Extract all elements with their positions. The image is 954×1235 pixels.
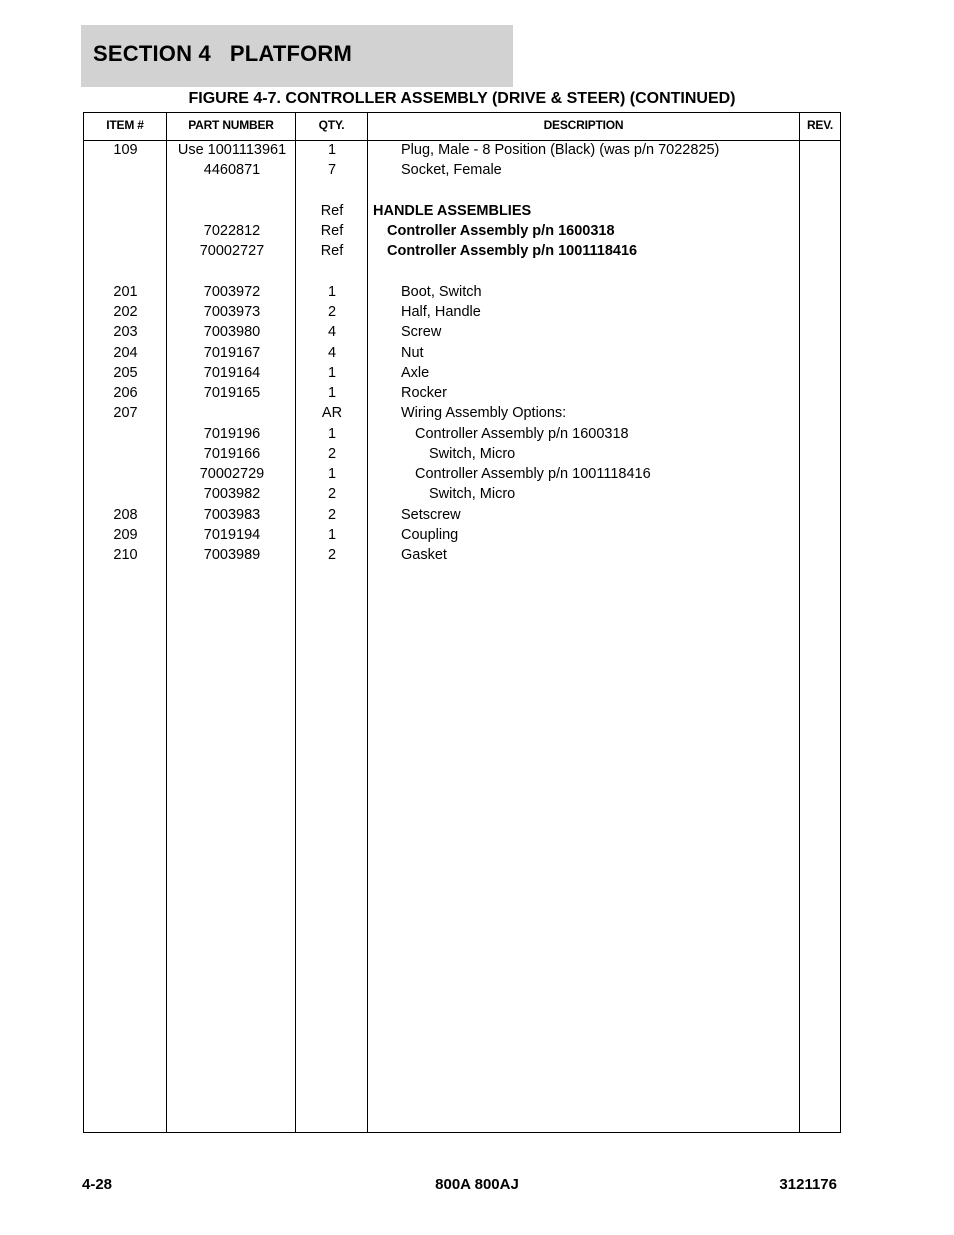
item-number-cell: 203 xyxy=(113,324,138,341)
item-number-cell: 109 xyxy=(113,142,138,158)
description-cell: Boot, Switch xyxy=(401,283,482,300)
table-row xyxy=(84,344,840,364)
table-row xyxy=(84,161,840,181)
qty-cell: 2 xyxy=(327,486,337,503)
model-label: 800A 800AJ xyxy=(435,1176,519,1193)
item-number-cell: 206 xyxy=(113,385,138,401)
qty-cell: 2 xyxy=(327,304,337,320)
qty-cell: Ref xyxy=(320,202,344,219)
description-cell: Coupling xyxy=(401,526,459,543)
item-number-cell: 202 xyxy=(113,304,138,320)
item-number-cell: 201 xyxy=(113,283,138,300)
qty-cell: 7 xyxy=(327,162,337,179)
part-number-cell: Use 1001113961 xyxy=(177,142,287,158)
part-number-cell: 7003972 xyxy=(203,283,261,300)
table-row xyxy=(84,384,840,404)
part-number-cell: 7003973 xyxy=(203,304,261,320)
table-row xyxy=(84,546,840,566)
page-number: 4-28 xyxy=(82,1176,113,1193)
section-title: SECTION 4 PLATFORM xyxy=(93,41,353,66)
table-row xyxy=(84,242,840,262)
document-number: 3121176 xyxy=(779,1176,837,1193)
description-cell: Axle xyxy=(401,364,430,381)
description-cell: Half, Handle xyxy=(401,304,481,320)
description-cell: Nut xyxy=(401,344,424,361)
table-row xyxy=(84,323,840,343)
table-row xyxy=(84,141,840,161)
part-number-cell: 7019166 xyxy=(203,445,261,462)
part-number-cell: 7019196 xyxy=(203,425,261,442)
table-row xyxy=(84,465,840,485)
part-number-cell: 7019164 xyxy=(203,364,261,381)
qty-cell: 4 xyxy=(327,324,337,341)
item-number-cell: 208 xyxy=(113,506,138,523)
table-row xyxy=(84,404,840,424)
description-cell: Wiring Assembly Options: xyxy=(401,405,567,422)
qty-cell: 2 xyxy=(327,445,337,462)
table-row xyxy=(84,222,840,242)
table-row xyxy=(84,283,840,303)
description-cell: Controller Assembly p/n 1600318 xyxy=(387,223,615,239)
part-number-cell: 70002729 xyxy=(199,466,265,482)
qty-cell: Ref xyxy=(320,223,344,239)
table-row xyxy=(84,425,840,445)
qty-cell: AR xyxy=(321,405,343,422)
qty-cell: 1 xyxy=(327,526,337,543)
qty-cell: 1 xyxy=(327,283,337,300)
table-row xyxy=(84,485,840,505)
qty-cell: 1 xyxy=(327,385,337,401)
part-number-cell: 7019165 xyxy=(203,385,261,401)
section-header xyxy=(81,25,513,87)
item-number-cell: 204 xyxy=(113,344,138,361)
table-body xyxy=(84,141,840,566)
part-number-cell: 7003980 xyxy=(203,324,261,341)
figure-title: FIGURE 4-7. CONTROLLER ASSEMBLY (DRIVE & STEER) (CONTINUED) xyxy=(188,90,736,107)
qty-cell: Ref xyxy=(320,243,344,260)
qty-cell: 1 xyxy=(327,142,337,158)
table-header-row xyxy=(84,113,840,141)
description-cell: HANDLE ASSEMBLIES xyxy=(373,202,532,219)
item-number-cell: 207 xyxy=(113,405,138,422)
header-description: DESCRIPTION xyxy=(543,118,624,132)
header-rev: REV. xyxy=(806,118,834,132)
item-number-cell: 205 xyxy=(113,364,138,381)
header-qty: QTY. xyxy=(318,118,345,132)
table-row xyxy=(84,182,840,202)
description-cell: Rocker xyxy=(401,385,447,401)
part-number-cell: 7019167 xyxy=(203,344,261,361)
description-cell: Controller Assembly p/n 1001118416 xyxy=(415,466,651,482)
table-row xyxy=(84,506,840,526)
description-cell: Setscrew xyxy=(401,506,461,523)
qty-cell: 2 xyxy=(327,506,337,523)
part-number-cell: 7022812 xyxy=(203,223,261,239)
description-cell: Gasket xyxy=(401,547,447,563)
part-number-cell: 7003989 xyxy=(203,547,261,563)
part-number-cell: 7003983 xyxy=(203,506,261,523)
table-row xyxy=(84,526,840,546)
description-cell: Switch, Micro xyxy=(429,445,516,462)
qty-cell: 1 xyxy=(327,364,337,381)
table-row xyxy=(84,364,840,384)
item-number-cell: 209 xyxy=(113,526,138,543)
table-row xyxy=(84,263,840,283)
qty-cell: 1 xyxy=(327,466,337,482)
description-cell: Controller Assembly p/n 1001118416 xyxy=(387,243,638,260)
qty-cell: 4 xyxy=(327,344,337,361)
item-number-cell: 210 xyxy=(113,547,138,563)
description-cell: Plug, Male - 8 Position (Black) (was p/n 7022825) xyxy=(401,142,720,158)
description-cell: Screw xyxy=(401,324,442,341)
header-part-number: PART NUMBER xyxy=(188,118,274,132)
table-row xyxy=(84,202,840,222)
part-number-cell: 4460871 xyxy=(203,162,261,179)
qty-cell: 1 xyxy=(327,425,337,442)
part-number-cell: 7003982 xyxy=(203,486,261,503)
description-cell: Socket, Female xyxy=(401,162,502,179)
header-item: ITEM # xyxy=(106,118,144,132)
table-row xyxy=(84,303,840,323)
part-number-cell: 70002727 xyxy=(199,243,265,260)
parts-table xyxy=(83,112,841,1133)
qty-cell: 2 xyxy=(327,547,337,563)
description-cell: Controller Assembly p/n 1600318 xyxy=(415,425,629,442)
part-number-cell: 7019194 xyxy=(203,526,261,543)
table-row xyxy=(84,445,840,465)
description-cell: Switch, Micro xyxy=(429,486,516,503)
